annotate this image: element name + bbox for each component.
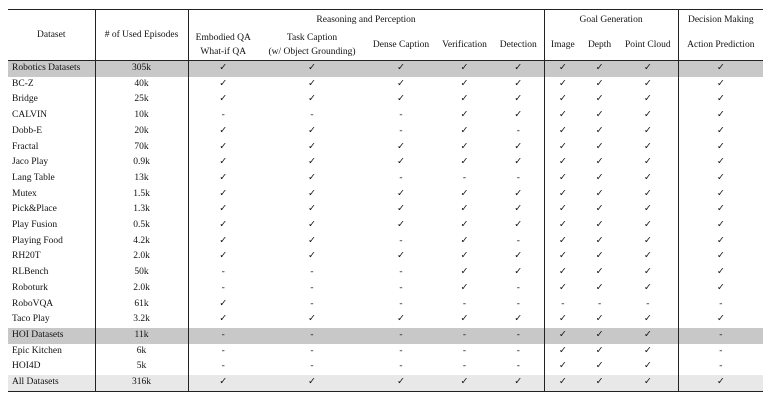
header-task-caption-line2: (w/ Object Grounding)	[268, 46, 356, 57]
dash-cell: -	[310, 345, 314, 356]
check-icon: ✓	[678, 92, 763, 108]
table-row	[8, 359, 763, 375]
check-icon: ✓	[544, 218, 581, 234]
dash-cell: -	[493, 328, 544, 344]
check-icon: ✓	[643, 157, 652, 168]
check-icon: ✓	[643, 172, 652, 183]
header-group-decision: Decision Making	[678, 10, 763, 30]
dash-cell: -	[399, 282, 403, 293]
check-icon: ✓	[544, 265, 581, 281]
check-icon: ✓	[514, 141, 523, 152]
dash-cell: -	[188, 344, 258, 360]
dash-cell: -	[678, 344, 763, 360]
check-icon: ✓	[544, 108, 581, 124]
dash-cell: -	[258, 328, 366, 344]
header-embodied-qa	[188, 29, 258, 61]
check-icon: ✓	[514, 188, 523, 199]
dash-cell: -	[399, 298, 403, 309]
check-icon: ✓	[643, 141, 652, 152]
check-icon: ✓	[643, 251, 652, 262]
check-icon: ✓	[678, 375, 763, 391]
table-row	[8, 124, 763, 140]
dataset-name-cell: Lang Table	[12, 172, 55, 183]
check-icon: ✓	[581, 375, 618, 391]
check-icon: ✓	[595, 345, 604, 356]
header-row-groups	[8, 10, 763, 30]
episodes-cell: 2.0k	[95, 281, 188, 297]
check-icon: ✓	[544, 359, 581, 375]
episodes-cell: 50k	[95, 265, 188, 281]
check-icon: ✓	[595, 361, 604, 372]
header-dataset: Dataset	[8, 10, 95, 61]
check-icon: ✓	[397, 157, 405, 168]
check-icon: ✓	[308, 125, 316, 136]
check-icon: ✓	[544, 312, 581, 328]
dash-cell: -	[399, 235, 403, 246]
dash-cell: -	[188, 281, 258, 297]
episodes-cell: 10k	[95, 108, 188, 124]
header-group-goal: Goal Generation	[544, 10, 678, 30]
check-icon: ✓	[514, 220, 523, 231]
dataset-name-cell: HOI Datasets	[8, 328, 95, 344]
check-icon: ✓	[308, 204, 316, 215]
check-icon: ✓	[397, 204, 405, 215]
dash-cell: -	[678, 359, 763, 375]
check-icon: ✓	[595, 251, 604, 262]
check-icon: ✓	[188, 171, 258, 187]
check-icon: ✓	[595, 267, 604, 278]
check-icon: ✓	[544, 140, 581, 156]
check-icon: ✓	[643, 235, 652, 246]
table-row	[8, 171, 763, 187]
dash-cell: -	[188, 359, 258, 375]
check-icon: ✓	[188, 140, 258, 156]
dataset-name-cell: RLBench	[12, 267, 49, 278]
check-icon: ✓	[188, 249, 258, 265]
check-icon: ✓	[258, 61, 366, 77]
check-icon: ✓	[397, 78, 405, 89]
dataset-name-cell: Robotics Datasets	[8, 61, 95, 77]
check-icon: ✓	[460, 314, 469, 325]
episodes-cell: 6k	[95, 344, 188, 360]
check-icon: ✓	[188, 155, 258, 171]
check-icon: ✓	[460, 267, 469, 278]
table-row	[8, 202, 763, 218]
header-detection: Detection	[499, 39, 537, 50]
check-icon: ✓	[678, 155, 763, 171]
check-icon: ✓	[460, 204, 469, 215]
check-icon: ✓	[493, 375, 544, 391]
check-icon: ✓	[618, 375, 678, 391]
dataset-name-cell: Taco Play	[12, 314, 50, 325]
dash-cell: -	[646, 298, 650, 309]
check-icon: ✓	[460, 125, 469, 136]
header-dense-caption: Dense Caption	[372, 39, 430, 50]
check-icon: ✓	[678, 61, 763, 77]
episodes-cell: 61k	[95, 297, 188, 313]
episodes-cell: 70k	[95, 140, 188, 156]
check-icon: ✓	[514, 157, 523, 168]
dash-cell: -	[516, 345, 520, 356]
check-icon: ✓	[544, 187, 581, 203]
dash-cell: -	[597, 298, 602, 309]
check-icon: ✓	[460, 282, 469, 293]
table-row	[8, 108, 763, 124]
check-icon: ✓	[436, 375, 493, 391]
check-icon: ✓	[678, 187, 763, 203]
check-icon: ✓	[460, 251, 469, 262]
check-icon: ✓	[188, 202, 258, 218]
dash-cell: -	[310, 267, 314, 278]
check-icon: ✓	[397, 220, 405, 231]
check-icon: ✓	[188, 297, 258, 313]
table-row	[8, 218, 763, 234]
dash-cell: -	[366, 328, 436, 344]
check-icon: ✓	[460, 78, 469, 89]
check-icon: ✓	[544, 328, 581, 344]
table-row	[8, 187, 763, 203]
dash-cell: -	[310, 282, 314, 293]
dataset-name-cell: Dobb-E	[12, 125, 43, 136]
check-icon: ✓	[308, 188, 316, 199]
episodes-cell: 25k	[95, 92, 188, 108]
check-icon: ✓	[308, 251, 316, 262]
dash-cell: -	[399, 361, 403, 372]
dash-cell: -	[310, 298, 314, 309]
check-icon: ✓	[544, 124, 581, 140]
check-icon: ✓	[188, 234, 258, 250]
check-icon: ✓	[544, 171, 581, 187]
header-point-cloud: Point Cloud	[624, 39, 671, 50]
check-icon: ✓	[678, 171, 763, 187]
check-icon: ✓	[595, 157, 604, 168]
check-icon: ✓	[460, 188, 469, 199]
check-icon: ✓	[460, 110, 469, 121]
check-icon: ✓	[643, 361, 652, 372]
check-icon: ✓	[678, 281, 763, 297]
dash-cell: -	[399, 267, 403, 278]
table-row	[8, 234, 763, 250]
check-icon: ✓	[514, 94, 523, 105]
check-icon: ✓	[514, 314, 523, 325]
table-row	[8, 312, 763, 328]
check-icon: ✓	[188, 375, 258, 391]
check-icon: ✓	[544, 92, 581, 108]
table-row	[8, 265, 763, 281]
check-icon: ✓	[514, 78, 523, 89]
check-icon: ✓	[460, 235, 469, 246]
check-icon: ✓	[678, 202, 763, 218]
table-row	[8, 92, 763, 108]
header-verification: Verification	[442, 39, 487, 50]
dataset-name-cell: Pick&Place	[12, 204, 57, 215]
dataset-name-cell: CALVIN	[12, 110, 48, 121]
dataset-name-cell: RoboVQA	[12, 298, 54, 309]
dash-cell: -	[399, 345, 403, 356]
check-icon: ✓	[595, 204, 604, 215]
dataset-name-cell: RH20T	[12, 251, 41, 262]
dash-cell: -	[516, 361, 520, 372]
dash-cell: -	[678, 328, 763, 344]
dash-cell: -	[399, 110, 403, 121]
header-embodied-qa-line2: What-if QA	[200, 46, 247, 57]
episodes-cell: 0.5k	[95, 218, 188, 234]
check-icon: ✓	[643, 125, 652, 136]
episodes-cell: 20k	[95, 124, 188, 140]
table-row	[8, 375, 763, 391]
dash-cell: -	[188, 328, 258, 344]
check-icon: ✓	[595, 94, 604, 105]
check-icon: ✓	[544, 344, 581, 360]
check-icon: ✓	[678, 218, 763, 234]
check-icon: ✓	[188, 124, 258, 140]
episodes-cell: 4.2k	[95, 234, 188, 250]
check-icon: ✓	[514, 204, 523, 215]
check-icon: ✓	[678, 234, 763, 250]
check-icon: ✓	[397, 94, 405, 105]
episodes-cell: 2.0k	[95, 249, 188, 265]
check-icon: ✓	[188, 218, 258, 234]
check-icon: ✓	[544, 77, 581, 93]
dataset-name-cell: Mutex	[12, 188, 37, 199]
check-icon: ✓	[544, 61, 581, 77]
check-icon: ✓	[595, 125, 604, 136]
header-task-caption	[258, 29, 366, 61]
episodes-cell: 5k	[95, 359, 188, 375]
check-icon: ✓	[188, 61, 258, 77]
check-icon: ✓	[678, 312, 763, 328]
check-icon: ✓	[544, 249, 581, 265]
check-icon: ✓	[188, 92, 258, 108]
check-icon: ✓	[643, 78, 652, 89]
dataset-name-cell: Bridge	[12, 94, 38, 105]
check-icon: ✓	[308, 172, 316, 183]
check-icon: ✓	[544, 375, 581, 391]
episodes-cell: 305k	[95, 61, 188, 77]
check-icon: ✓	[397, 141, 405, 152]
dash-cell: -	[516, 235, 520, 246]
dash-cell: -	[188, 108, 258, 124]
table-row	[8, 344, 763, 360]
dash-cell: -	[399, 125, 403, 136]
dash-cell: -	[516, 172, 520, 183]
check-icon: ✓	[366, 375, 436, 391]
check-icon: ✓	[643, 282, 652, 293]
episodes-cell: 316k	[95, 375, 188, 391]
check-icon: ✓	[308, 235, 316, 246]
check-icon: ✓	[643, 345, 652, 356]
header-image: Image	[544, 29, 581, 61]
dash-cell: -	[544, 297, 581, 313]
check-icon: ✓	[188, 77, 258, 93]
dash-cell: -	[462, 361, 467, 372]
check-icon: ✓	[581, 328, 618, 344]
check-icon: ✓	[460, 141, 469, 152]
check-icon: ✓	[188, 187, 258, 203]
check-icon: ✓	[595, 220, 604, 231]
check-icon: ✓	[308, 314, 316, 325]
check-icon: ✓	[397, 188, 405, 199]
table-row	[8, 281, 763, 297]
check-icon: ✓	[678, 124, 763, 140]
check-icon: ✓	[643, 188, 652, 199]
check-icon: ✓	[188, 312, 258, 328]
table-row	[8, 61, 763, 77]
check-icon: ✓	[595, 235, 604, 246]
dash-cell: -	[516, 125, 520, 136]
dataset-name-cell: Playing Food	[12, 235, 63, 246]
dataset-name-cell: Play Fusion	[12, 220, 58, 231]
check-icon: ✓	[258, 375, 366, 391]
dash-cell: -	[310, 110, 314, 121]
check-icon: ✓	[308, 141, 316, 152]
header-action-prediction: Action Prediction	[678, 29, 763, 61]
header-depth: Depth	[587, 39, 612, 50]
episodes-cell: 1.3k	[95, 202, 188, 218]
header-task-caption-line1: Task Caption	[286, 32, 338, 43]
dataset-name-cell: All Datasets	[8, 375, 95, 391]
check-icon: ✓	[397, 251, 405, 262]
episodes-cell: 13k	[95, 171, 188, 187]
check-icon: ✓	[678, 77, 763, 93]
table-row	[8, 249, 763, 265]
check-icon: ✓	[678, 265, 763, 281]
dataset-name-cell: Roboturk	[12, 282, 48, 293]
check-icon: ✓	[308, 78, 316, 89]
table-body	[8, 61, 763, 392]
dash-cell: -	[436, 328, 493, 344]
check-icon: ✓	[678, 249, 763, 265]
check-icon: ✓	[595, 110, 604, 121]
check-icon: ✓	[308, 220, 316, 231]
dash-cell: -	[678, 297, 763, 313]
table-row	[8, 140, 763, 156]
dash-cell: -	[462, 345, 467, 356]
check-icon: ✓	[618, 61, 678, 77]
episodes-cell: 3.2k	[95, 312, 188, 328]
check-icon: ✓	[544, 202, 581, 218]
episodes-cell: 1.5k	[95, 187, 188, 203]
check-icon: ✓	[643, 204, 652, 215]
dash-cell: -	[462, 298, 467, 309]
check-icon: ✓	[678, 140, 763, 156]
check-icon: ✓	[643, 314, 652, 325]
dataset-table	[8, 9, 763, 392]
dash-cell: -	[462, 172, 467, 183]
header-group-reasoning: Reasoning and Perception	[188, 10, 544, 30]
check-icon: ✓	[643, 267, 652, 278]
table-row	[8, 328, 763, 344]
check-icon: ✓	[460, 220, 469, 231]
check-icon: ✓	[595, 172, 604, 183]
episodes-cell: 0.9k	[95, 155, 188, 171]
check-icon: ✓	[595, 314, 604, 325]
episodes-cell: 40k	[95, 77, 188, 93]
check-icon: ✓	[643, 110, 652, 121]
check-icon: ✓	[643, 220, 652, 231]
check-icon: ✓	[544, 155, 581, 171]
check-icon: ✓	[460, 94, 469, 105]
check-icon: ✓	[514, 110, 523, 121]
check-icon: ✓	[581, 61, 618, 77]
table-row	[8, 155, 763, 171]
check-icon: ✓	[618, 328, 678, 344]
dash-cell: -	[516, 298, 520, 309]
check-icon: ✓	[544, 234, 581, 250]
table-row	[8, 297, 763, 313]
check-icon: ✓	[493, 61, 544, 77]
check-icon: ✓	[397, 314, 405, 325]
check-icon: ✓	[366, 61, 436, 77]
header-embodied-qa-line1: Embodied QA	[195, 32, 251, 43]
check-icon: ✓	[514, 251, 523, 262]
dataset-name-cell: Epic Kitchen	[12, 345, 62, 356]
dash-cell: -	[399, 172, 403, 183]
dash-cell: -	[516, 282, 520, 293]
header-episodes: # of Used Episodes	[95, 10, 188, 61]
check-icon: ✓	[460, 157, 469, 168]
dash-cell: -	[188, 265, 258, 281]
check-icon: ✓	[514, 267, 523, 278]
check-icon: ✓	[595, 188, 604, 199]
check-icon: ✓	[595, 78, 604, 89]
check-icon: ✓	[595, 282, 604, 293]
dataset-name-cell: HOI4D	[12, 361, 41, 372]
episodes-cell: 11k	[95, 328, 188, 344]
check-icon: ✓	[678, 108, 763, 124]
check-icon: ✓	[595, 141, 604, 152]
check-icon: ✓	[544, 281, 581, 297]
dash-cell: -	[310, 361, 314, 372]
check-icon: ✓	[436, 61, 493, 77]
check-icon: ✓	[308, 94, 316, 105]
dataset-name-cell: Fractal	[12, 141, 39, 152]
check-icon: ✓	[643, 94, 652, 105]
check-icon: ✓	[308, 157, 316, 168]
dataset-name-cell: BC-Z	[12, 78, 34, 89]
table-row	[8, 77, 763, 93]
dataset-name-cell: Jaco Play	[12, 157, 49, 168]
